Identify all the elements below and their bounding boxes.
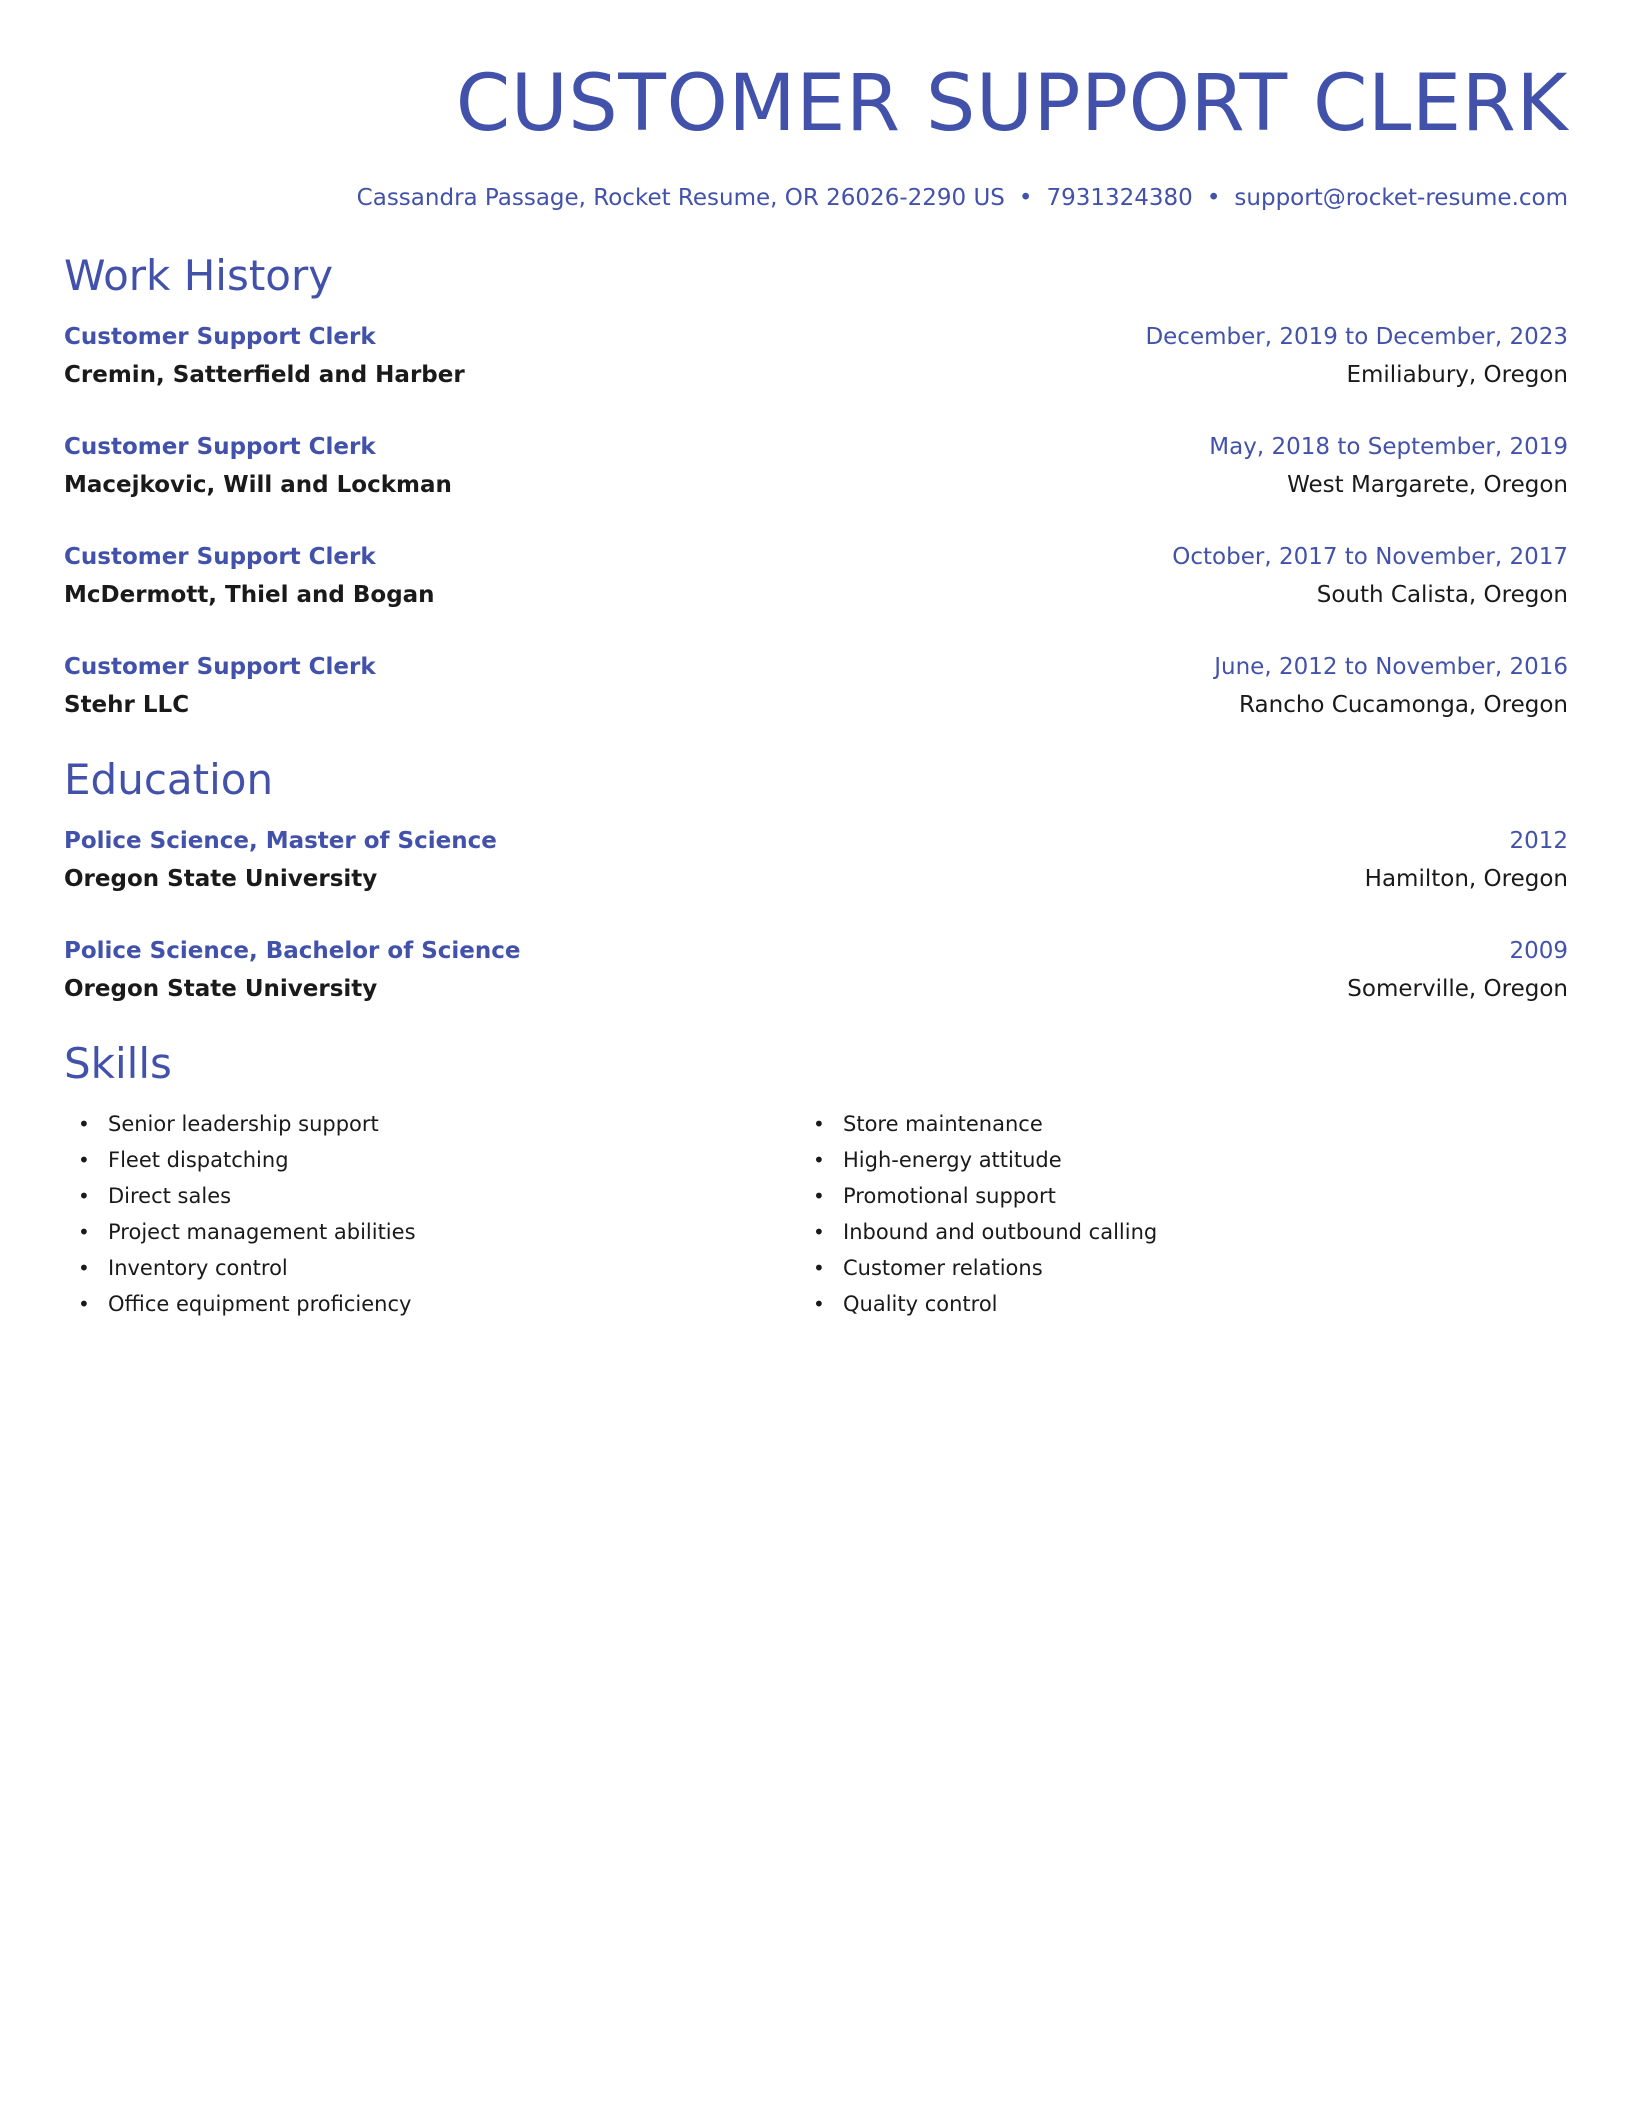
skill-item <box>813 1178 1157 1214</box>
skills-list <box>64 1106 1568 1322</box>
work-location: Emiliabury, Oregon <box>1346 362 1568 388</box>
contact-line <box>64 182 1568 214</box>
work-role: Customer Support Clerk <box>64 434 376 460</box>
separator-dot: • <box>1206 185 1221 211</box>
separator-dot: • <box>1018 185 1033 211</box>
education-degree: Police Science, Master of Science <box>64 828 497 854</box>
skills-column-right <box>799 1106 1157 1322</box>
skills-column-left <box>64 1106 799 1322</box>
skill-item <box>813 1142 1157 1178</box>
work-company: Cremin, Satterfield and Harber <box>64 362 465 388</box>
education-entry <box>64 822 1568 898</box>
skill-label: Fleet dispatching <box>108 1148 289 1172</box>
bullet-icon: • <box>813 1256 825 1280</box>
bullet-icon: • <box>78 1112 90 1136</box>
skill-item <box>78 1250 799 1286</box>
work-entry <box>64 318 1568 394</box>
work-location: West Margarete, Oregon <box>1287 472 1568 498</box>
skill-label: Inventory control <box>108 1256 288 1280</box>
skill-label: High-energy attitude <box>843 1148 1062 1172</box>
bullet-icon: • <box>813 1112 825 1136</box>
skill-item <box>813 1286 1157 1322</box>
contact-phone: 7931324380 <box>1046 185 1193 211</box>
work-entry <box>64 428 1568 504</box>
education-heading: Education <box>64 755 274 804</box>
work-company: Macejkovic, Will and Lockman <box>64 472 452 498</box>
skill-label: Customer relations <box>843 1256 1043 1280</box>
skills-heading: Skills <box>64 1039 172 1088</box>
skill-label: Direct sales <box>108 1184 232 1208</box>
bullet-icon: • <box>78 1148 90 1172</box>
education-entry <box>64 932 1568 1008</box>
bullet-icon: • <box>813 1148 825 1172</box>
skill-item <box>813 1214 1157 1250</box>
work-location: Rancho Cucamonga, Oregon <box>1239 692 1568 718</box>
resume-header <box>64 0 1568 214</box>
skill-item <box>78 1214 799 1250</box>
bullet-icon: • <box>813 1184 825 1208</box>
contact-email: support@rocket-resume.com <box>1234 185 1568 211</box>
bullet-icon: • <box>78 1256 90 1280</box>
work-entry <box>64 538 1568 614</box>
skill-label: Inbound and outbound calling <box>843 1220 1158 1244</box>
skill-label: Store maintenance <box>843 1112 1043 1136</box>
work-role: Customer Support Clerk <box>64 324 376 350</box>
work-company: McDermott, Thiel and Bogan <box>64 582 435 608</box>
education-location: Hamilton, Oregon <box>1364 866 1568 892</box>
bullet-icon: • <box>78 1292 90 1316</box>
work-dates: June, 2012 to November, 2016 <box>1214 654 1568 680</box>
work-dates: October, 2017 to November, 2017 <box>1172 544 1568 570</box>
education-year: 2009 <box>1509 938 1568 964</box>
bullet-icon: • <box>78 1220 90 1244</box>
education-degree: Police Science, Bachelor of Science <box>64 938 521 964</box>
skill-label: Promotional support <box>843 1184 1056 1208</box>
skill-label: Project management abilities <box>108 1220 416 1244</box>
job-title-heading: CUSTOMER SUPPORT CLERK <box>455 59 1568 149</box>
skill-item <box>813 1250 1157 1286</box>
skill-item <box>813 1106 1157 1142</box>
skill-item <box>78 1178 799 1214</box>
work-history-heading: Work History <box>64 251 334 300</box>
work-dates: December, 2019 to December, 2023 <box>1145 324 1568 350</box>
skill-item <box>78 1142 799 1178</box>
contact-address: Cassandra Passage, Rocket Resume, OR 26026-2290 US <box>356 185 1005 211</box>
skill-label: Senior leadership support <box>108 1112 379 1136</box>
work-location: South Calista, Oregon <box>1316 582 1568 608</box>
work-dates: May, 2018 to September, 2019 <box>1209 434 1568 460</box>
education-location: Somerville, Oregon <box>1347 976 1568 1002</box>
bullet-icon: • <box>78 1184 90 1208</box>
skill-item <box>78 1286 799 1322</box>
work-company: Stehr LLC <box>64 692 190 718</box>
skill-label: Quality control <box>843 1292 998 1316</box>
skill-item <box>78 1106 799 1142</box>
bullet-icon: • <box>813 1220 825 1244</box>
skill-label: Office equipment proficiency <box>108 1292 412 1316</box>
education-year: 2012 <box>1509 828 1568 854</box>
work-entry <box>64 648 1568 724</box>
education-school: Oregon State University <box>64 866 378 892</box>
bullet-icon: • <box>813 1292 825 1316</box>
work-role: Customer Support Clerk <box>64 654 376 680</box>
education-school: Oregon State University <box>64 976 378 1002</box>
work-role: Customer Support Clerk <box>64 544 376 570</box>
